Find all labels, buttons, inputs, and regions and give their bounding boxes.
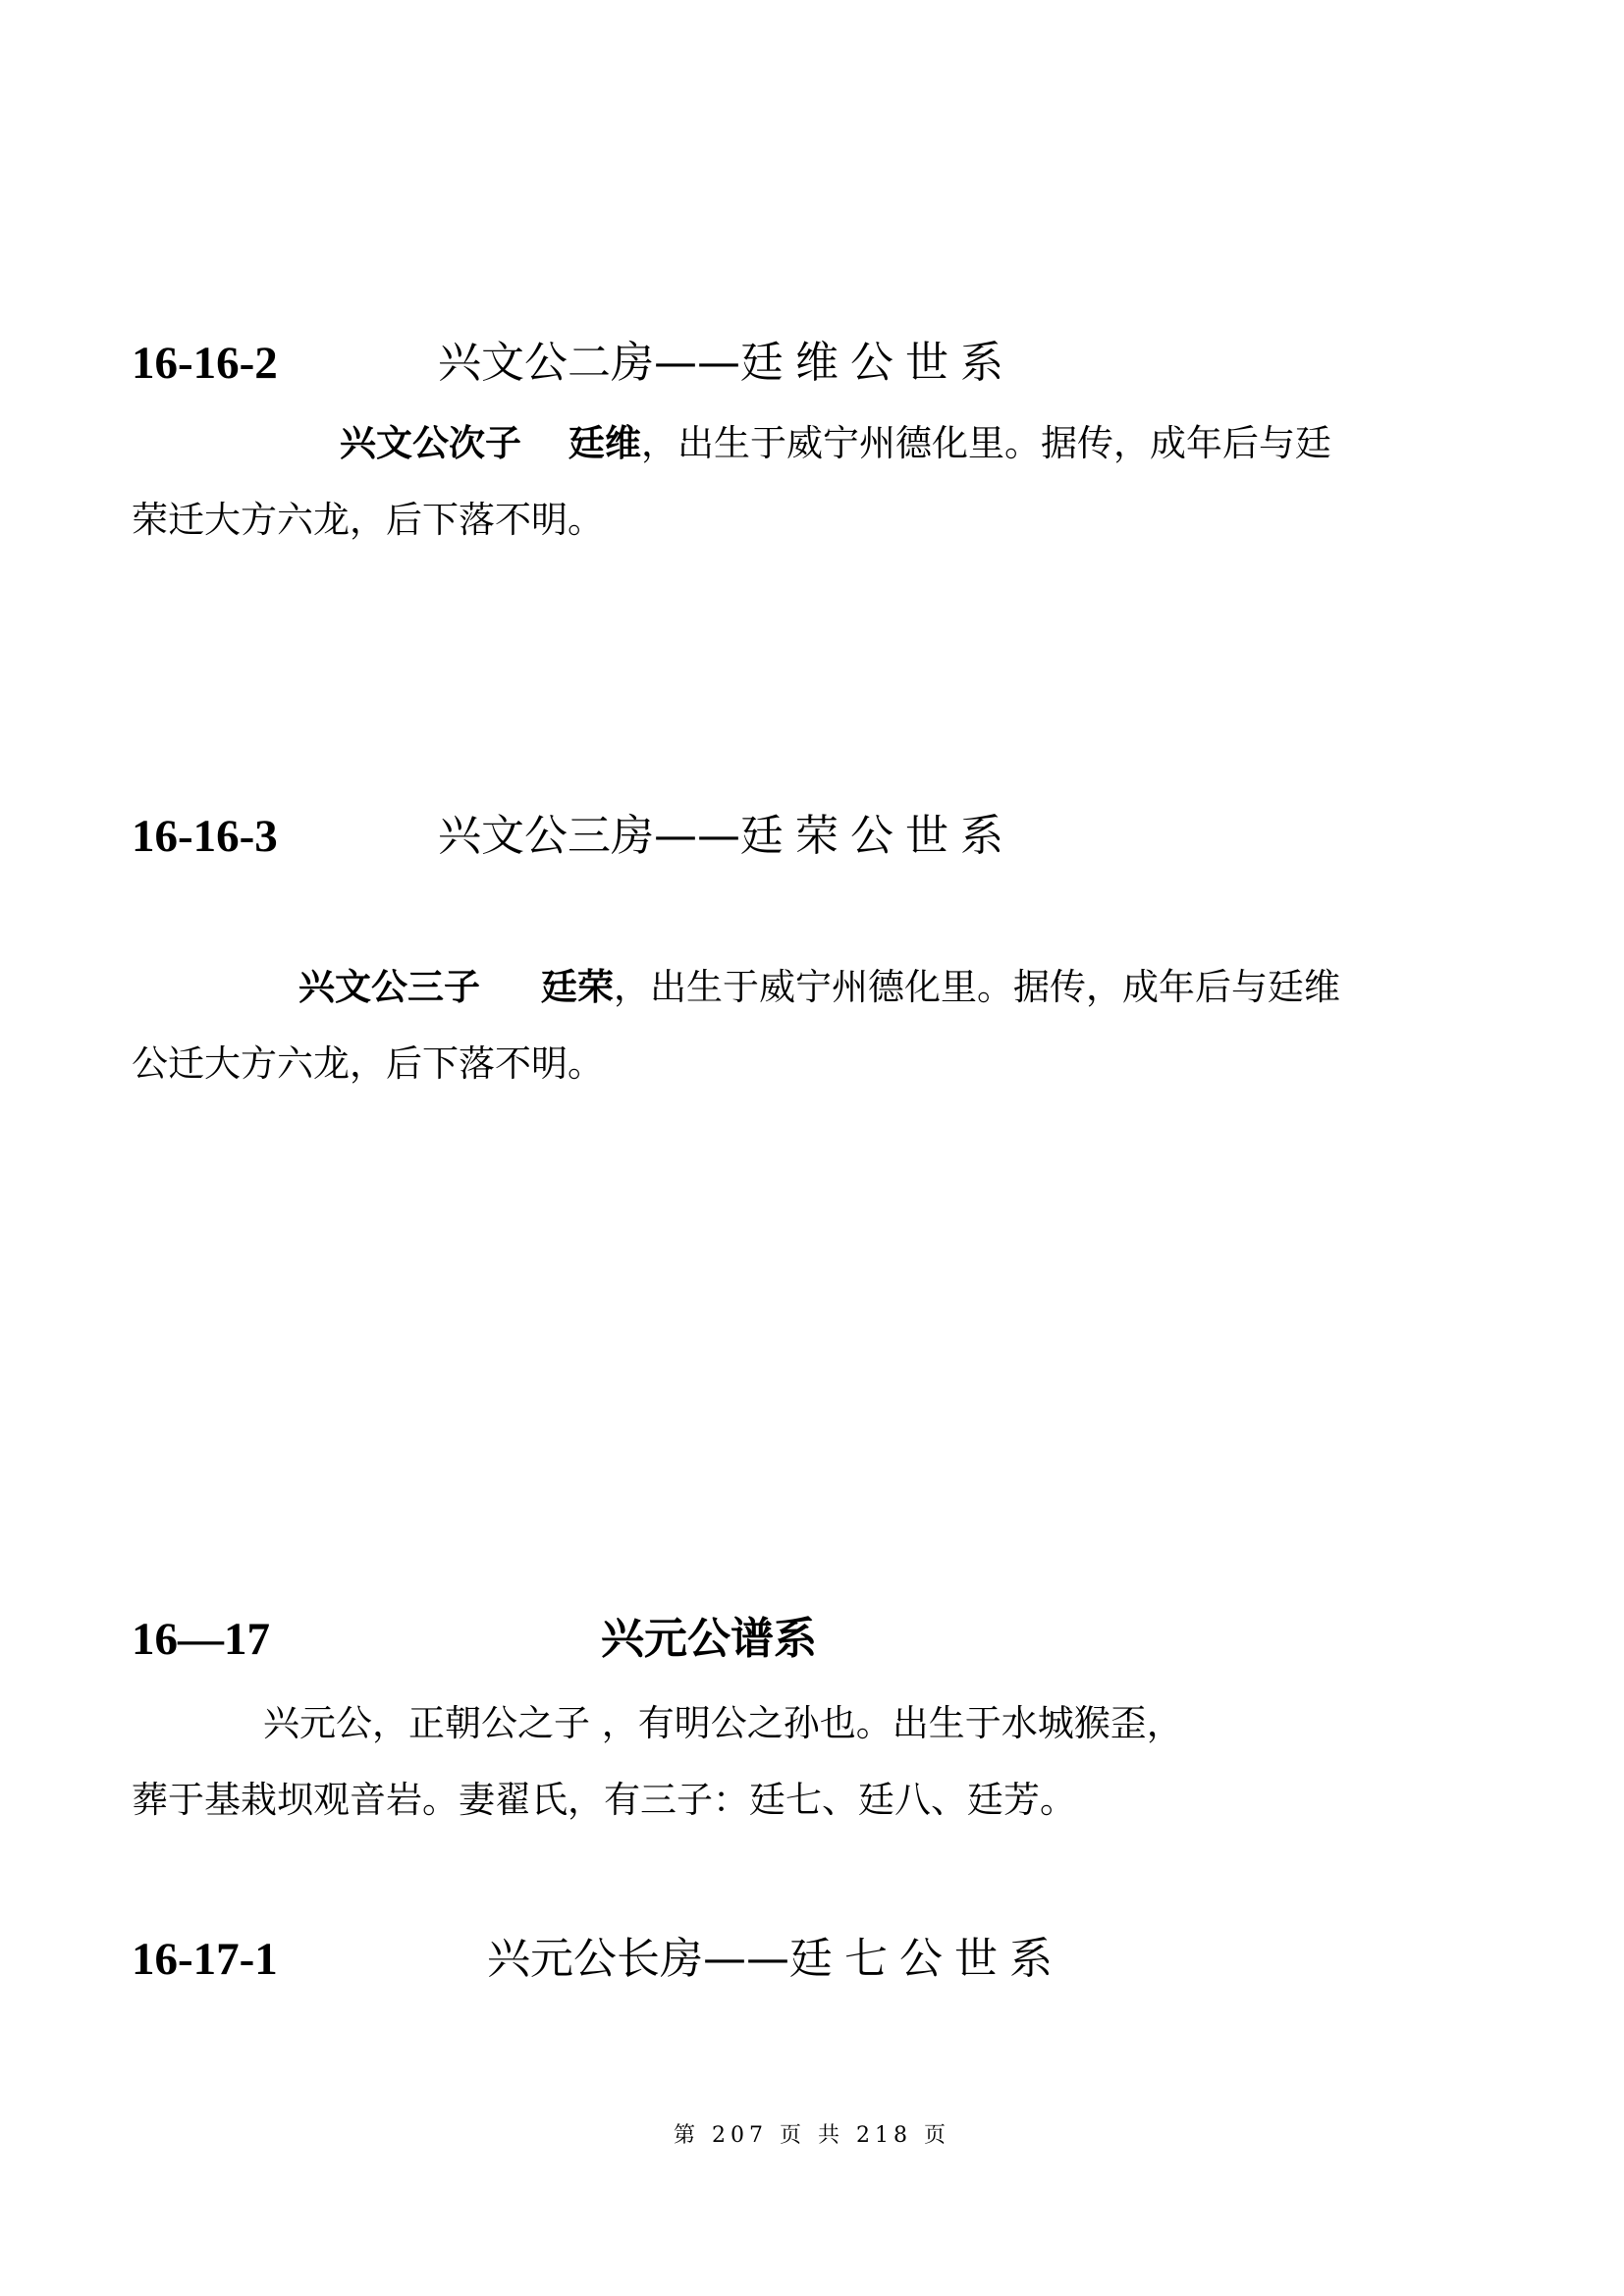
section-title-prefix: 兴文公二房—— <box>438 338 740 388</box>
paragraph-name: 廷维 <box>568 422 641 464</box>
paragraph-line <box>340 424 1331 463</box>
paragraph-line: 葬于基栽坝观音岩。妻翟氏，有三子：廷七、廷八、廷芳。 <box>132 1779 1076 1821</box>
section-title-name: 廷七公世系 <box>789 1934 1064 1984</box>
section-title <box>438 334 1015 393</box>
paragraph-line <box>298 968 1340 1007</box>
section-number: 16-16-2 <box>132 338 278 389</box>
page-footer: 第 207 页 共 218 页 <box>674 2123 950 2148</box>
section-title: 兴元公谱系 <box>601 1614 817 1664</box>
section-title-name: 廷维公世系 <box>740 338 1015 388</box>
paragraph-text: ，出生于威宁州德化里。据传，成年后与廷维 <box>614 966 1340 1008</box>
paragraph-name: 廷荣 <box>541 966 614 1008</box>
paragraph-lead: 兴文公三子 <box>298 966 480 1008</box>
section-title <box>438 807 1015 866</box>
section-title-prefix: 兴文公三房—— <box>438 811 740 861</box>
paragraph-line: 公迁大方六龙，后下落不明。 <box>132 1042 604 1085</box>
paragraph-line: 兴元公，正朝公之子 ，有明公之孙也。出生于水城猴歪， <box>263 1702 1183 1744</box>
section-title-name: 廷荣公世系 <box>740 811 1015 861</box>
section-number: 16-17-1 <box>132 1934 278 1985</box>
paragraph-text: ，出生于威宁州德化里。据传，成年后与廷 <box>641 422 1331 464</box>
section-number: 16-16-3 <box>132 811 278 862</box>
section-title-prefix: 兴元公长房—— <box>487 1934 789 1984</box>
paragraph-line: 荣迁大方六龙，后下落不明。 <box>132 499 604 541</box>
paragraph-lead: 兴文公次子 <box>340 422 521 464</box>
section-number: 16—17 <box>132 1614 270 1665</box>
section-title <box>487 1930 1064 1989</box>
